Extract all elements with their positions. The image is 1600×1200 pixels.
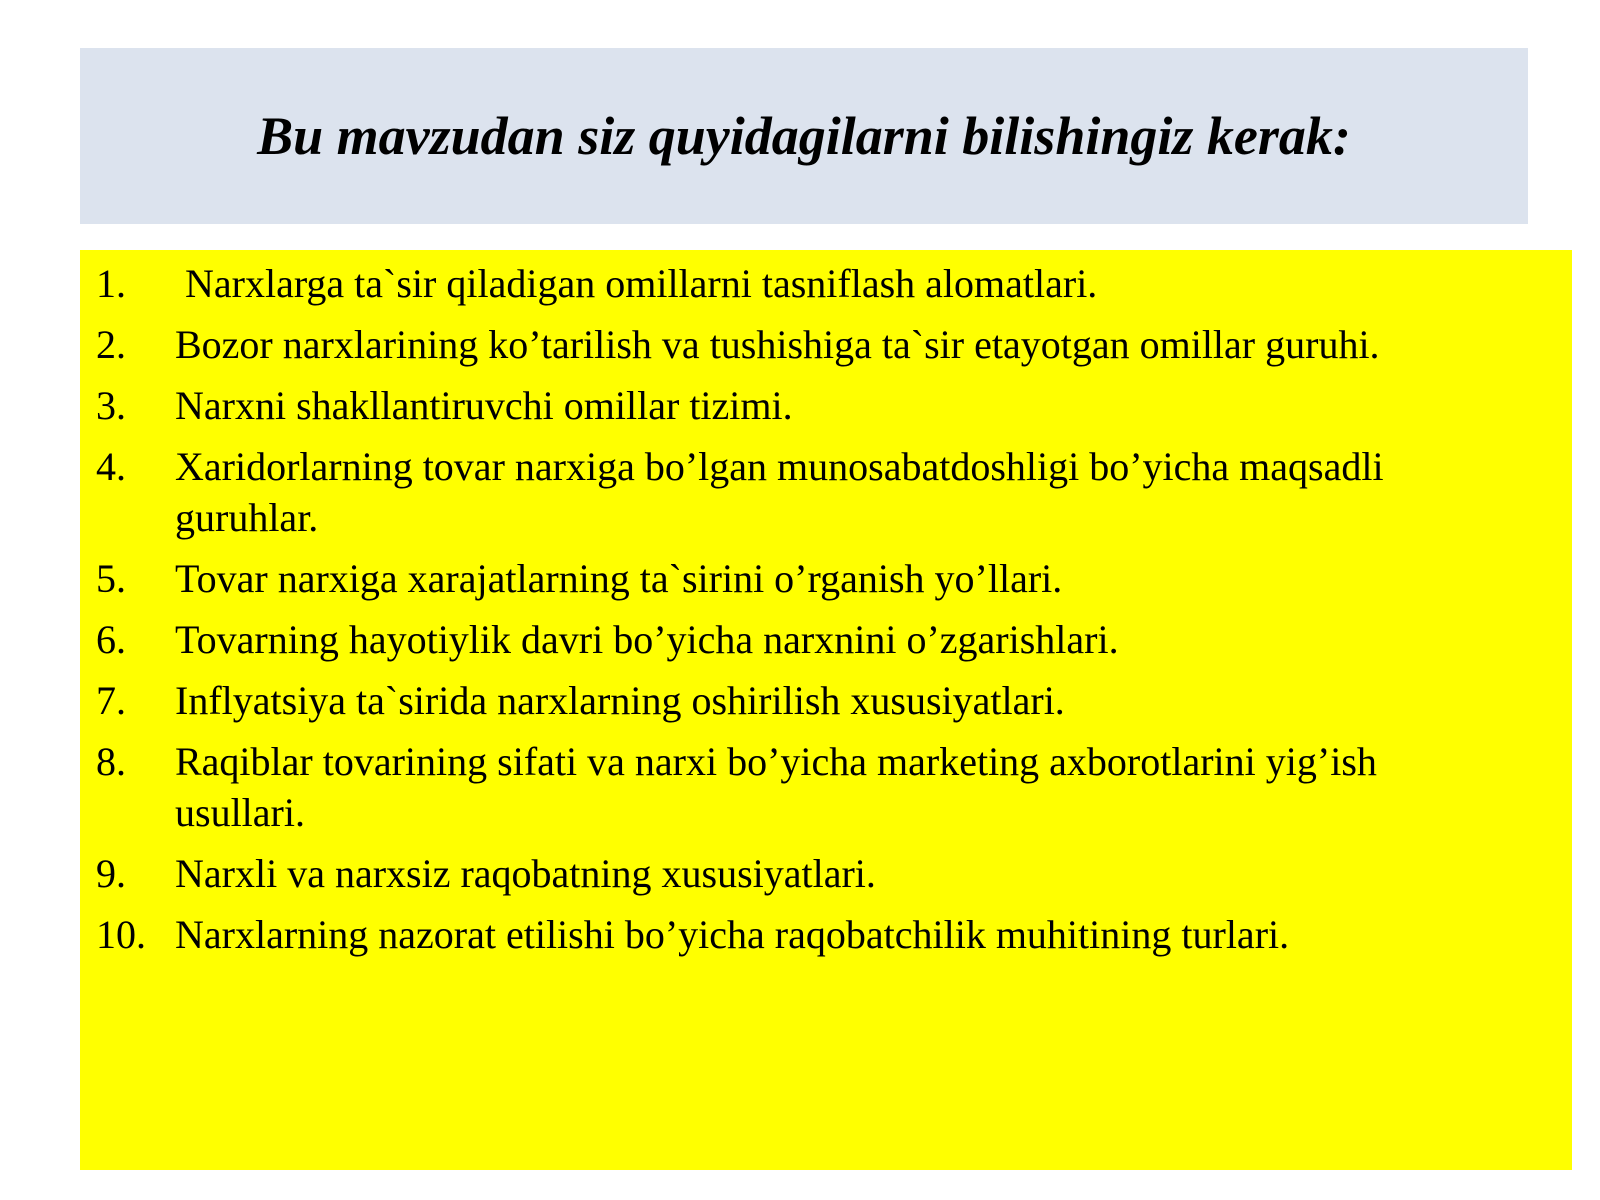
item-text: Xaridorlarning tovar narxiga bo’lgan munosabatdoshligi bo’yicha maqsadli guruhlar. — [175, 444, 1384, 540]
item-number: 10. — [96, 912, 146, 957]
item-number: 4. — [96, 444, 126, 489]
list-item — [80, 553, 1572, 604]
item-number: 1. — [96, 261, 126, 306]
item-number: 8. — [96, 739, 126, 784]
list-item — [80, 675, 1572, 726]
list-item — [80, 258, 1572, 309]
list-item — [80, 319, 1572, 370]
list-item — [80, 614, 1572, 665]
item-text: Inflyatsiya ta`sirida narxlarning oshirilish xususiyatlari. — [175, 678, 1065, 723]
list-item — [80, 441, 1572, 543]
title-banner — [80, 48, 1528, 224]
item-number: 3. — [96, 383, 126, 428]
item-number: 9. — [96, 851, 126, 896]
item-number: 5. — [96, 556, 126, 601]
item-text: Tovarning hayotiylik davri bo’yicha narxnini o’zgarishlari. — [175, 617, 1119, 662]
topics-list — [80, 250, 1572, 960]
item-text: Narxlarga ta`sir qiladigan omillarni tasniflash alomatlari. — [185, 261, 1098, 306]
item-text: Narxlarning nazorat etilishi bo’yicha raqobatchilik muhitining turlari. — [175, 912, 1290, 957]
item-text: Narxni shakllantiruvchi omillar tizimi. — [175, 383, 793, 428]
topics-panel — [80, 250, 1572, 1170]
list-item — [80, 736, 1572, 838]
slide-title: Bu mavzudan siz quyidagilarni bilishingiz kerak: — [257, 106, 1351, 166]
item-number: 2. — [96, 322, 126, 367]
list-item — [80, 909, 1572, 960]
item-text: Raqiblar tovarining sifati va narxi bo’yicha marketing axborotlarini yig’ish usullari. — [175, 739, 1377, 835]
item-text: Tovar narxiga xarajatlarning ta`sirini o’rganish yo’llari. — [175, 556, 1063, 601]
list-item — [80, 848, 1572, 899]
item-number: 6. — [96, 617, 126, 662]
item-text: Narxli va narxsiz raqobatning xususiyatlari. — [175, 851, 876, 896]
item-number: 7. — [96, 678, 126, 723]
list-item — [80, 380, 1572, 431]
item-text: Bozor narxlarining ko’tarilish va tushishiga ta`sir etayotgan omillar guruhi. — [175, 322, 1380, 367]
